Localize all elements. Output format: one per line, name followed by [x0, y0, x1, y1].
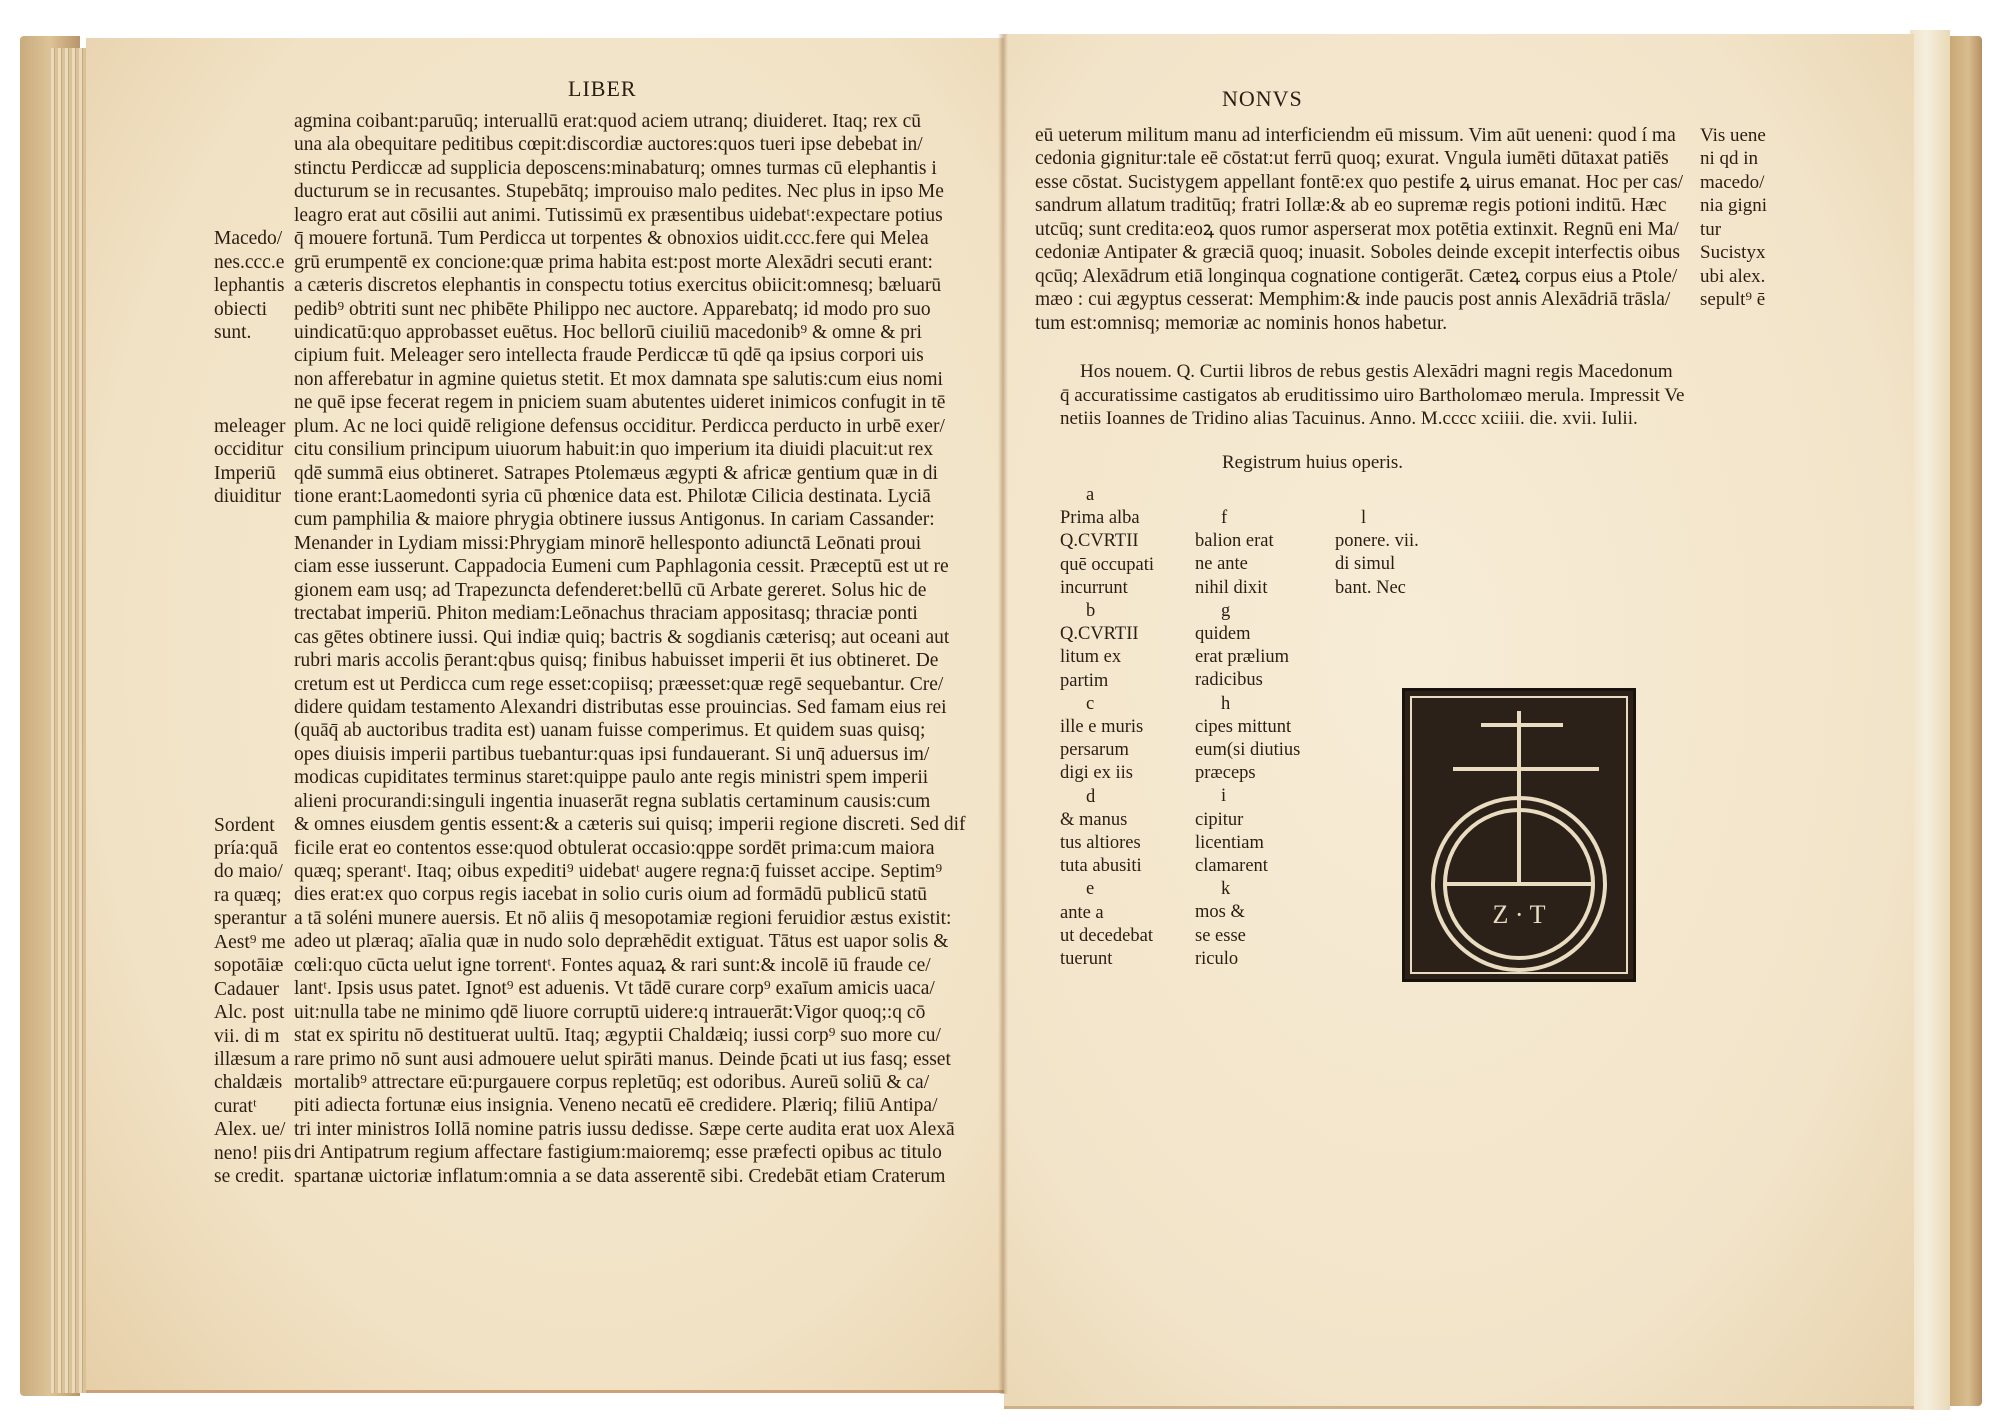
catchword: ille e muris	[1060, 717, 1144, 738]
catchword: cipitur	[1195, 809, 1244, 830]
colophon-line: Hos nouem. Q. Curtii libros de rebus gestis Alexādri magni regis Macedonum	[1080, 361, 1673, 382]
text-line: Menander in Lydiam missi:Phrygiam minorē hellesponto adiunctā Leōnati proui	[294, 532, 922, 554]
catchword: persarum	[1060, 740, 1129, 761]
signature-letter: e	[1086, 879, 1095, 900]
catchword: mos &	[1195, 902, 1245, 923]
signature-letter: h	[1221, 693, 1231, 714]
text-line: utcūq; sunt credita:eoꝝ quos rumor asperserat mox potētia extinxit. Regnū eni Ma/	[1035, 218, 1679, 240]
margin-note: macedo/	[1700, 171, 1765, 193]
text-line: leagro erat aut cōsilii aut animi. Tutissimū ex præsentibus uidebatᵗ:expectare potius	[294, 204, 943, 226]
text-line: dri Antipatrum regium affectare fastigium:maioremq; esse præfecti opibus ac titulo	[294, 1142, 942, 1164]
catchword: quidem	[1195, 624, 1251, 645]
catchword: cipes mittunt	[1195, 716, 1292, 737]
text-line: alieni procurandi:singuli ingentia inuaserāt regna sublatis certaminum causis:cum	[294, 790, 931, 812]
device-initials: Z · T	[1492, 900, 1546, 929]
book-gutter	[998, 34, 1008, 1394]
signature-letter: a	[1086, 485, 1095, 505]
registrum-column-1	[1060, 484, 1154, 971]
text-line: qcūq; Alexādrum etiā longinqua cognatione contigerāt. Cæteꝝ corpus eius a Ptole/	[1035, 265, 1678, 287]
catchword: Q.CVRTII	[1060, 624, 1139, 645]
margin-note: tur	[1700, 218, 1722, 240]
text-line: pedib⁹ obtriti sunt nec phibēte Philippo nec auctore. Apparebatq; id modo pro suo	[294, 298, 931, 320]
catchword: riculo	[1195, 948, 1239, 969]
text-line: tum est:omnisq; memoriæ ac nominis honos habetur.	[1035, 312, 1448, 334]
catchword: ponere. vii.	[1335, 531, 1419, 552]
catchword: ut decedebat	[1060, 925, 1153, 946]
margin-note: nia gigni	[1700, 195, 1768, 217]
catchword: & manus	[1060, 809, 1128, 830]
text-line: cedonia gignitur:tale eē cōstat:ut ferrū quoq; exurat. Vngula iumēti dūtaxat patiēs	[1035, 148, 1669, 170]
catchword: erat prælium	[1195, 647, 1290, 668]
catchword: balion erat	[1195, 531, 1274, 552]
catchword: quē occupati	[1060, 554, 1154, 575]
text-line: grū erumpentē ex concione:quæ prima habita est:post morte Alexādri secuti erant:	[294, 251, 933, 273]
text-line: adeo ut plæraq; aīalia quæ in nudo solo depræhēdit extiguat. Tātus est uapor solis &	[294, 931, 949, 953]
text-line: cretum est ut Perdicca cum rege esset:copiisq; præesset:quæ regē sequebantur. Cre/	[294, 673, 944, 695]
signature-letter: i	[1221, 786, 1227, 807]
text-line: stinctu Perdiccæ ad supplicia deposcens:minabaturq; omnes turmas cū elephantis i	[294, 157, 937, 179]
catchword: se esse	[1195, 925, 1246, 946]
signature-letter: l	[1361, 508, 1367, 528]
running-head-liber: LIBER	[568, 76, 637, 101]
catchword: nihil dixit	[1195, 577, 1268, 598]
text-line: lantᵗ. Ipsis usus patet. Ignot⁹ est aduenis. Vt tādē curare corp⁹ exaīum amicis uaca/	[294, 978, 935, 1000]
text-line: ducturum se in recusantes. Stupebātq; improuiso malo pedites. Nec plus in ipso Me	[294, 181, 944, 203]
text-line: modicas cupiditates terminus staret:quippe paulo ante regis ministri spem imperii	[294, 767, 929, 789]
colophon	[1060, 360, 1685, 431]
margin-note: ni qd in	[1700, 148, 1759, 170]
text-line: piti adiecta fortunæ eius insignia. Veneno necatū eē credidere. Plæriq; filiū Antipa/	[294, 1095, 938, 1117]
text-line: cœli:quo cūcta uelut igne torrentᵗ. Fontes aquaꝝ & rari sunt:& incolē iū fraude ce/	[294, 954, 931, 976]
text-line: citu consilium principum uiuorum habuit:in quo imperium ita diuidi placuit:ut rex	[294, 439, 934, 461]
cross-orb-mark-icon	[1405, 691, 1633, 979]
text-line: uindicatū:quo approbasset euētus. Hoc bellorū ciuiliū macedonib⁹ & omne & pri	[294, 321, 922, 343]
text-line: tri inter ministros Iollā nomine patris iussu dedisse. Sæpe certe audita erat uox Alexā	[294, 1118, 955, 1140]
text-line: ne quē ipse fecerat regem in pniciem suam abutentes uideret inimicos confugit in tē	[294, 392, 946, 414]
catchword: radicibus	[1195, 670, 1263, 691]
catchword: licentiam	[1195, 832, 1264, 853]
page-edges-right	[1910, 30, 1950, 1410]
text-line: tione erant:Laomedonti syria cū phœnice data est. Philotæ Cilicia destinata. Lyciā	[294, 486, 931, 507]
text-line: a tā soléni munere auersis. Et nō aliis q̄ mesopotamiæ regioni feruidior æstus existit:	[294, 907, 952, 929]
text-line: stat ex spiritu nō destituerat uultū. Itaq; ægyptii Chaldæiq; iussi corp⁹ suo more cu/	[294, 1025, 941, 1047]
text-line: quæq; sperantᵗ. Itaq; oibus expediti⁹ uidebatᵗ augere regna:q̄ fuisset accipe. Septim⁹	[294, 861, 943, 882]
catchword: clamarent	[1195, 856, 1268, 877]
text-line: cipium fuit. Meleager sero intellecta fraude Perdiccæ tū qdē qa ipsius corpori uis	[294, 345, 924, 367]
catchword: bant. Nec	[1335, 577, 1406, 598]
text-line: cum pamphilia & maiore phrygia obtinere iussus Antigonus. In cariam Cassander:	[294, 509, 935, 531]
signature-letter: k	[1221, 879, 1231, 900]
signature-letter: f	[1221, 508, 1228, 528]
margin-note: meleager occiditur Imperiū diuiditur	[214, 415, 286, 508]
text-line: plum. Ac ne loci quidē religione defensus occiditur. Perdicca perducto in urbē exer/	[294, 415, 945, 437]
catchword: Q.CVRTII	[1060, 531, 1139, 552]
text-line: mæo : cui ægyptus cesserat: Memphim:& inde paucis post annis Alexādriā trāsla/	[1035, 289, 1671, 311]
margin-note: sepult⁹ ē	[1700, 289, 1766, 311]
text-line: spartanæ uictoriæ inflatum:omnia a se data asserentē sibi. Credebāt etiam Craterum	[294, 1165, 946, 1187]
margin-note: ubi alex.	[1700, 265, 1766, 287]
running-head-nonus: NONVS	[1222, 86, 1303, 111]
catchword: eum(si diutius	[1195, 740, 1301, 761]
margin-note: Vis uene	[1700, 125, 1766, 146]
catchword: litum ex	[1060, 647, 1122, 668]
catchword: Prima alba	[1060, 508, 1140, 529]
text-line: mortalib⁹ attrectare eū:purgauere corpus repletūq; est odoribus. Aureū soliū & ca/	[294, 1071, 930, 1093]
catchword: partim	[1060, 670, 1109, 691]
registrum-column-3	[1335, 507, 1419, 600]
catchword: di simul	[1335, 554, 1396, 575]
text-line: ficile erat eo contentos esse:quod obtulerat occasio:qppe sordēt prima:cum maiora	[294, 837, 935, 859]
text-line: trectabat imperiū. Phiton mediam:Leōnachus thraciam appositasq; thraciæ ponti	[294, 603, 918, 625]
text-line: uit:nulla tabe ne minimo qdē liuore corruptū uidere:q intrauerāt:Vigor quoq;:q cō	[294, 1001, 926, 1023]
margin-note: Sucistyx	[1700, 242, 1766, 264]
text-line: a cæteris discretos elephantis in conspectu totius exercitus obiicit:omnesq; bæluarū	[294, 275, 942, 297]
text-line: opes diuisis imperii partibus tuebantur:quas ipsi fundauerant. Si unq̄ aduersus im/	[294, 743, 930, 765]
left-body-text	[294, 110, 966, 1188]
catchword: incurrunt	[1060, 577, 1128, 598]
text-line: q̄ mouere fortunā. Tum Perdicca ut torpentes & obnoxios uidit.ccc.fere qui Melea	[294, 228, 929, 250]
catchword: digi ex iis	[1060, 763, 1133, 784]
right-body-text	[1035, 124, 1683, 335]
margin-note: Macedo/ nes.ccc.e lephantis obiecti sunt.	[214, 228, 285, 344]
text-line: ciam esse iusserunt. Cappadocia Eumeni cum Paphlagonia cessit. Præceptū est ut re	[294, 556, 949, 578]
text-line: sandrum allatum traditūq; fratri Iollæ:& ab eo supremæ regis potioni inditū. Hæc	[1035, 195, 1667, 217]
page-edges-left	[48, 48, 90, 1393]
signature-letter: d	[1086, 786, 1096, 807]
colophon-line: q̄ accuratissime castigatos ab eruditissimo uiro Bartholomæo merula. Impressit Ve	[1060, 384, 1685, 406]
text-line: & omnes eiusdem gentis essent:& a cæteris sui quisq; imperii regione discreti. Sed dif	[294, 814, 966, 836]
catchword: præceps	[1195, 763, 1256, 784]
text-line: qdē summā eius obtineret. Satrapes Ptolemæus ægypti & africæ gentium quæ in di	[294, 462, 938, 484]
catchword: tuerunt	[1060, 949, 1113, 970]
text-line: cas gētes obtinere iussi. Qui indiæ quiq; bactris & sogdianis cæterisq; aut oceani aut	[294, 626, 950, 648]
colophon-line: netiis Ioannes de Tridino alias Tacuinus. Anno. M.cccc xciiii. die. xvii. Iulii.	[1060, 408, 1638, 429]
text-line: una ala obequitare peditibus cœpit:discordiæ auctores:quos tueri ipse debebat in/	[294, 134, 923, 156]
catchword: tus altiores	[1060, 833, 1141, 854]
text-line: rare primo nō sunt ausi admouere uelut spirāti manus. Deinde p̄cati ut ius fasq; esset	[294, 1048, 951, 1070]
catchword: tuta abusiti	[1060, 856, 1142, 877]
text-line: cedoniæ Antipater & græciā quoq; inuasit. Soboles deinde excepit interfectis oibus	[1035, 242, 1680, 264]
printer-device-woodcut	[1402, 688, 1636, 982]
margin-note: Sordent pría:quā do maio/ ra quæq; sperantur Aest⁹ me sopotāiæ Cadauer Alc. post vii. di m illæsum a chaldæis curatᵗ Alex. ue/ neno! piis se credit.	[214, 814, 292, 1188]
text-line: agmina coibant:paruūq; interuallū erat:quod aciem utranq; diuideret. Itaq; rex cū	[294, 111, 922, 132]
right-margin-notes	[1700, 124, 1767, 312]
text-line: rubri maris accolis p̄erant:qbus quisq; finibus habuisset imperii ēt ius obtineret. De	[294, 650, 939, 672]
registrum-column-2	[1195, 507, 1300, 971]
catchword: ne ante	[1195, 554, 1248, 575]
text-line: non afferebatur in agmine quietus stetit. Et mox damnata spe salutis:cum eius nomi	[294, 368, 943, 390]
text-line: didere quidam testamento Alexandri distributas esse prouincias. Sed famam eius rei	[294, 696, 947, 718]
registrum-title: Registrum huius operis.	[1222, 452, 1404, 473]
text-line: esse cōstat. Sucistygem appellant fontē:ex quo pestife ꝝ uirus emanat. Hoc per cas/	[1035, 171, 1684, 193]
text-line: gionem eam usq; ad Trapezuncta defenderet:bellū cū Arbate gereret. Solus hic de	[294, 579, 927, 601]
book-cover-right	[1948, 36, 1982, 1406]
signature-letter: g	[1221, 600, 1231, 621]
catchword: ante a	[1060, 902, 1104, 923]
signature-letter: b	[1086, 601, 1096, 622]
text-line: eū ueterum militum manu ad interficiendm eū missum. Vim aūt ueneni: quod í ma	[1035, 125, 1676, 146]
text-line: dies erat:ex quo corpus regis iacebat in solio curis oium ad formādū publicū statū	[294, 884, 928, 906]
text-line: (quāq̄ ab auctoribus tradita est) uanam fuisse comperimus. Et quidem suas quisq;	[294, 720, 926, 742]
signature-letter: c	[1086, 693, 1095, 714]
